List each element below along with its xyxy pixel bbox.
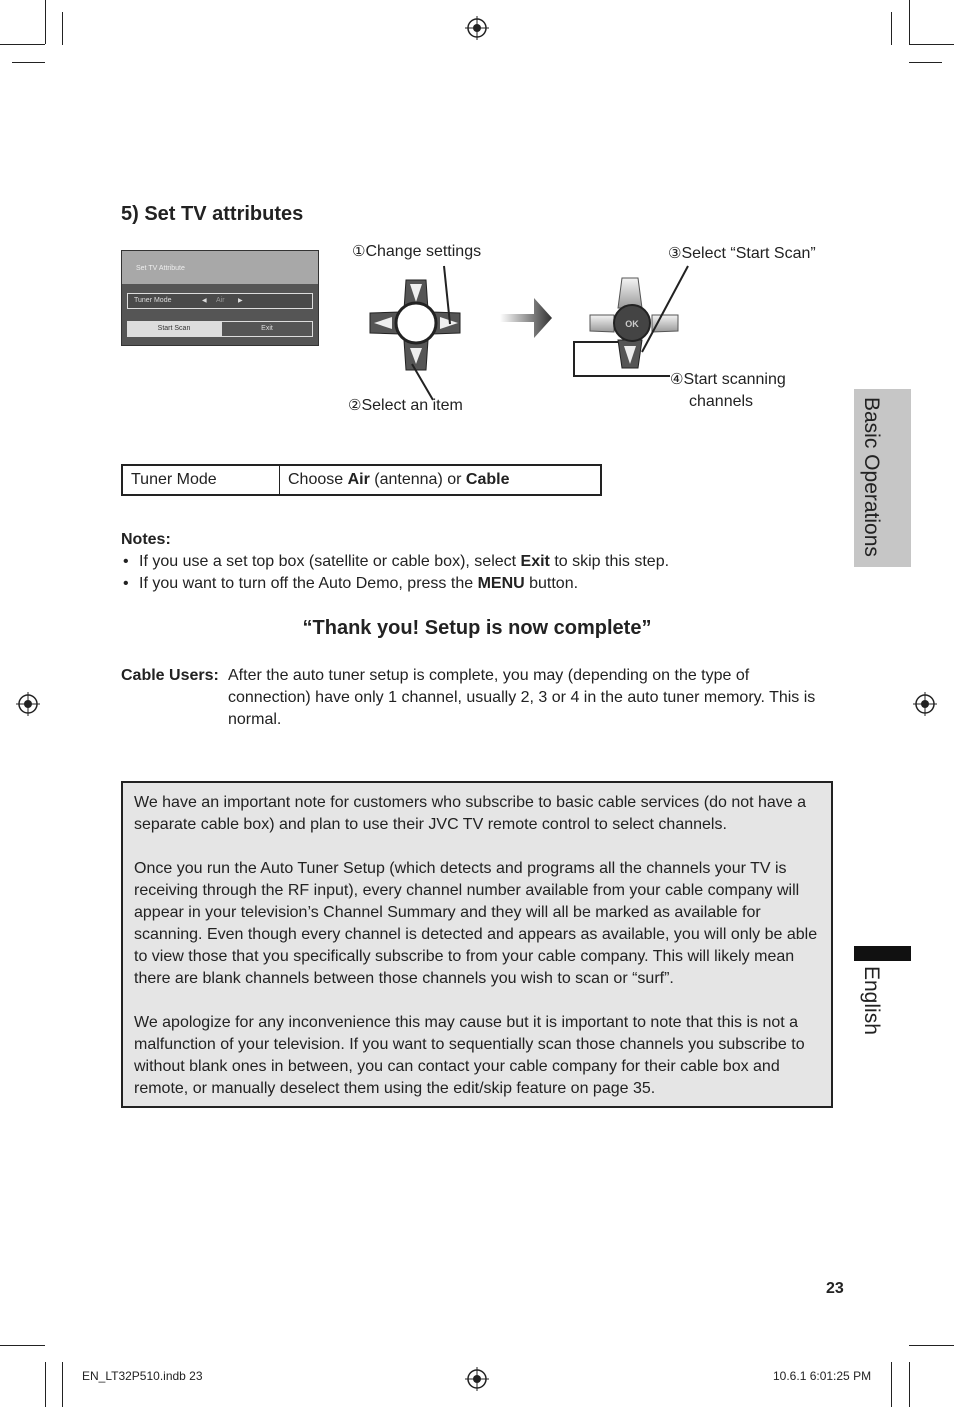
paragraph: We have an important note for customers who subscribe to basic cable services (do not have a separate cable box) and plan to use their JVC TV remote control to select channels. [134, 794, 807, 833]
osd-row-value: Air [216, 297, 225, 304]
osd-title: Set TV Attribute [122, 251, 318, 284]
crop-mark [891, 12, 892, 45]
paragraph: Once you run the Auto Tuner Setup (which detects and programs all the channels your TV is receiving through the RF input), every channel number available from your cable company will appear in your television’s Channel Summary and they will all be marked as available for scanning. Even though every channel is detected and appears as available, you will only be able to view those that you specifically subscribe to from your cable company. This will likely mean there are blank channels between those channels you wish to scan or “surf”. [134, 860, 818, 987]
table-value-cell: Choose Air (antenna) or Cable [280, 465, 602, 495]
important-note-box [121, 781, 833, 1108]
crop-mark [0, 1345, 45, 1346]
crop-mark [909, 44, 954, 45]
crop-mark [909, 1362, 910, 1407]
side-tab-english-label: English [860, 966, 883, 1035]
crop-mark [0, 44, 45, 45]
page-number: 23 [826, 1280, 844, 1297]
callout-start-scanning: ④Start scanning channels [670, 370, 786, 410]
right-arrow-icon: ▶ [238, 298, 243, 304]
section-title: 5) Set TV attributes [121, 203, 304, 225]
crop-mark [45, 0, 46, 44]
crop-mark [909, 1345, 954, 1346]
crop-mark [12, 62, 45, 63]
osd-start-scan-button: Start Scan [127, 321, 221, 337]
notes-heading: Notes: [121, 531, 171, 548]
crop-mark [909, 0, 910, 44]
osd-tuner-row [127, 293, 313, 309]
cable-users-text: After the auto tuner setup is complete, you may (depending on the type of connection) have only 1 channel, usually 2, 3 or 4 in the auto tuner memory. This is normal. [228, 667, 816, 728]
crop-mark [62, 12, 63, 45]
registration-mark-icon [913, 692, 937, 716]
footer-timestamp: 10.6.1 6:01:25 PM [773, 1369, 872, 1383]
side-tab-marker [854, 946, 911, 961]
paragraph: We apologize for any inconvenience this may cause but it is important to note that this is not a malfunction of your television. If you want to sequentially scan those channels you subscribe to without blank ones in between, you can contact your cable company for their cable box and remote, or manually deselect them using the edit/skip feature on page 35. [134, 1014, 805, 1097]
callout-select-start-scan: ③Select “Start Scan” [668, 244, 816, 262]
osd-screen [121, 250, 319, 346]
setup-complete-headline: “Thank you! Setup is now complete” [302, 617, 652, 639]
footer-file-info: EN_LT32P510.indb 23 [82, 1369, 203, 1383]
osd-exit-button: Exit [221, 321, 313, 337]
table-label-cell: Tuner Mode [122, 465, 280, 495]
table-row [122, 465, 601, 495]
cable-users-note [121, 665, 833, 731]
list-item: • If you use a set top box (satellite or cable box), select Exit to skip this step. [121, 551, 821, 573]
osd-row-label: Tuner Mode [134, 297, 172, 304]
attribute-table [121, 464, 602, 496]
crop-mark [909, 62, 942, 63]
cable-users-label: Cable Users: [121, 667, 219, 684]
registration-mark-icon [465, 16, 489, 40]
ok-button-label: OK [625, 319, 639, 329]
callout-select-item: ②Select an item [348, 396, 463, 414]
registration-mark-icon [16, 692, 40, 716]
side-tab-basic-label: Basic Operations [860, 397, 883, 557]
callout-change-settings: ①Change settings [352, 242, 482, 260]
crop-mark [62, 1362, 63, 1407]
notes [121, 529, 821, 595]
list-item: • If you want to turn off the Auto Demo, press the MENU button. [121, 573, 821, 595]
left-arrow-icon: ◀ [202, 298, 207, 304]
crop-mark [891, 1362, 892, 1407]
registration-mark-icon [465, 1367, 489, 1391]
crop-mark [45, 1362, 46, 1407]
